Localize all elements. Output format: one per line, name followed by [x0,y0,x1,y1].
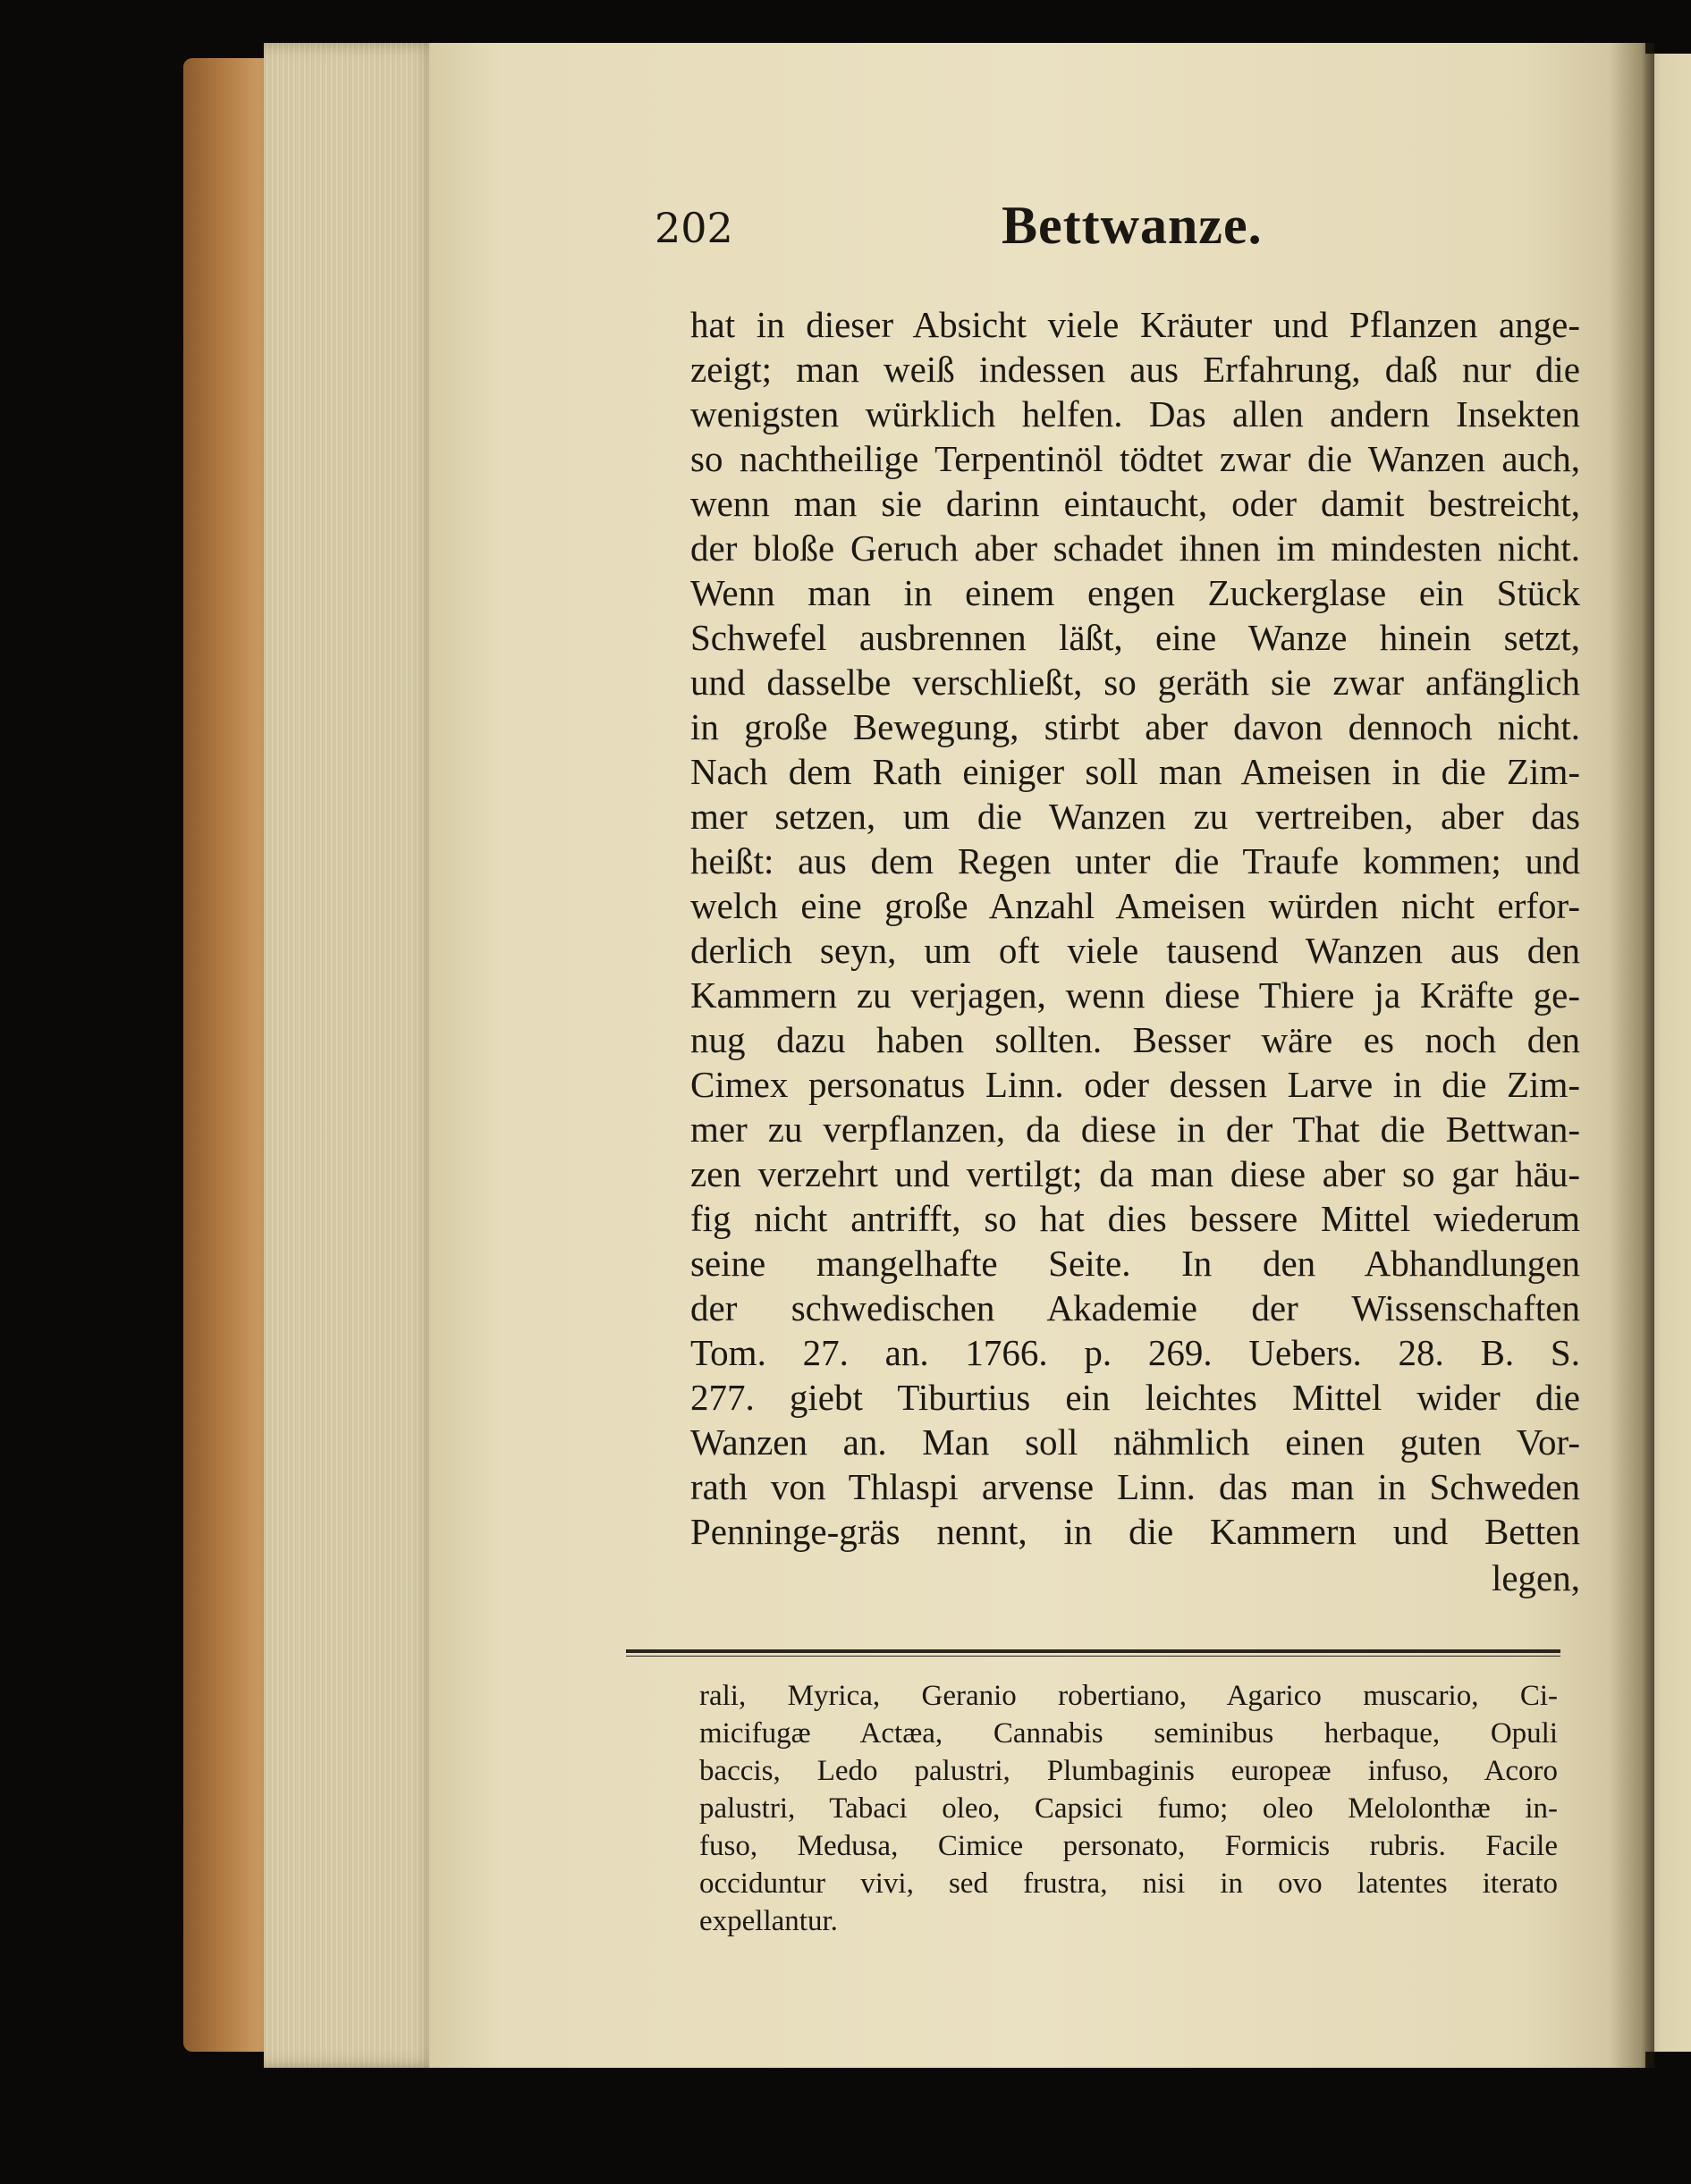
text-line: mer setzen, um die Wanzen zu vertreiben, aber das [690,796,1580,837]
text-line: seine mangelhafte Seite. In den Abhandlungen [690,1243,1580,1284]
footnote-line: occiduntur vivi, sed frustra, nisi in ovo latentes iterato [699,1868,1558,1900]
text-line: rath von Thlaspi arvense Linn. das man in Schweden [690,1466,1580,1507]
text-line: so nachtheilige Terpentinöl tödtet zwar die Wanzen auch, [690,438,1580,479]
footnote-line: fuso, Medusa, Cimice personato, Formicis rubris. Facile [699,1830,1558,1862]
footnote-line: expellantur. [699,1905,838,1937]
text-line: derlich seyn, um oft viele tausend Wanzen aus den [690,930,1580,971]
text-line: wenn man sie darinn eintaucht, oder damit bestreicht, [690,483,1580,524]
text-line: zeigt; man weiß indessen aus Erfahrung, daß nur die [690,349,1580,390]
text-line: hat in dieser Absicht viele Kräuter und Pflanzen ange- [690,304,1580,345]
text-line: in große Bewegung, stirbt aber davon dennoch nicht. [690,706,1580,747]
text-line: Nach dem Rath einiger soll man Ameisen in die Zim- [690,751,1580,792]
gutter-shadow [1610,43,1654,2068]
text-line: fig nicht antrifft, so hat dies bessere Mittel wiederum [690,1198,1580,1239]
text-line: Penninge-gräs nennt, in die Kammern und Betten [690,1511,1580,1552]
text-line: 277. giebt Tiburtius ein leichtes Mittel wider die [690,1377,1580,1418]
text-line: Schwefel ausbrennen läßt, eine Wanze hinein setzt, [690,617,1580,658]
text-line: Cimex personatus Linn. oder dessen Larve in die Zim- [690,1064,1580,1105]
text-line: mer zu verpflanzen, da diese in der That die Bettwan- [690,1109,1580,1150]
text-line: Wanzen an. Man soll nähmlich einen guten Vor- [690,1421,1580,1463]
text-line: der bloße Geruch aber schadet ihnen im mindesten nicht. [690,527,1580,569]
text-line: Kammern zu verjagen, wenn diese Thiere ja Kräfte ge- [690,974,1580,1016]
text-line: nug dazu haben sollten. Besser wäre es noch den [690,1019,1580,1060]
footnote-line: baccis, Ledo palustri, Plumbaginis europeæ infuso, Acoro [699,1755,1558,1787]
running-head: Bettwanze. [1002,196,1263,255]
page-number: 202 [655,204,733,252]
footnote-rule [626,1649,1560,1657]
text-line: und dasselbe verschließt, so geräth sie zwar anfänglich [690,662,1580,703]
footnote-line: palustri, Tabaci oleo, Capsici fumo; oleo Melolonthæ in- [699,1792,1558,1825]
text-line: Tom. 27. an. 1766. p. 269. Uebers. 28. B. S. [690,1332,1580,1373]
text-line: der schwedischen Akademie der Wissenschaften [690,1287,1580,1328]
text-line: heißt: aus dem Regen unter die Traufe kommen; und [690,840,1580,881]
text-line: welch eine große Anzahl Ameisen würden nicht erfor- [690,885,1580,926]
text-line: wenigsten würklich helfen. Das allen andern Insekten [690,393,1580,434]
footnote-line: micifugæ Actæa, Cannabis seminibus herbaque, Opuli [699,1717,1558,1750]
text-line: Wenn man in einem engen Zuckerglase ein Stück [690,572,1580,613]
text-line: zen verzehrt und vertilgt; da man diese aber so gar häu- [690,1153,1580,1194]
footnote-line: rali, Myrica, Geranio robertiano, Agarico muscario, Ci- [699,1680,1558,1712]
page-edges [264,43,438,2068]
catchword-line: legen, [1491,1557,1580,1598]
